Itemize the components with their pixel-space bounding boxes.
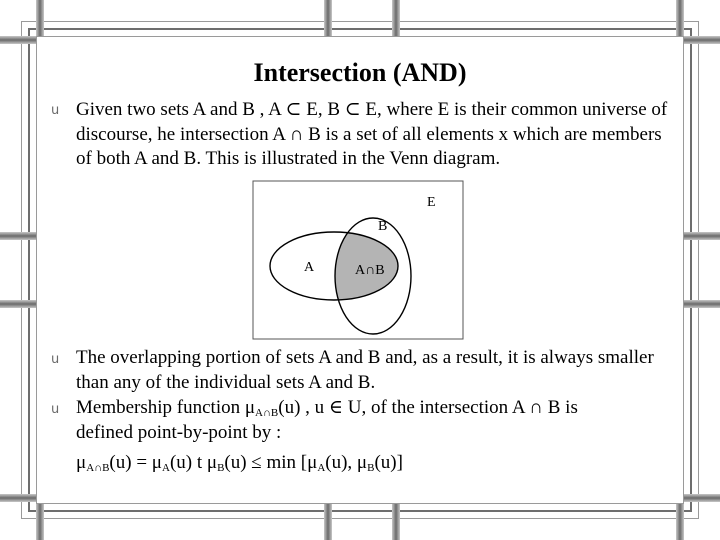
- paragraph-definition: Given two sets A and B , A ⊂ E, B ⊂ E, where E is their common universe of discourse, he intersection A ∩ B is a set of all elements x which are members of both A and B. This is illustrated in the Venn diagram.: [76, 99, 668, 169]
- membership-line-1: Membership function $\mu_{A\cap B}(u)$ , u ∈ U, of the intersection A ∩ B is: [76, 397, 578, 419]
- frame-tick: [0, 36, 36, 44]
- set-b-label: B: [378, 219, 388, 234]
- frame-tick: [36, 0, 44, 36]
- slide-title: Intersection (AND): [253, 58, 467, 87]
- venn-diagram: [252, 180, 464, 340]
- frame-tick: [392, 504, 400, 540]
- bullet-icon: u: [51, 103, 60, 118]
- membership-formula: $\mu_{A\cap B}(u) = \mu_A(u)$ t $\mu_B(u) \le \min [\mu_A(u)$, $\mu_B(u)$]: [76, 452, 403, 474]
- frame-tick: [392, 0, 400, 36]
- frame-tick: [36, 504, 44, 540]
- membership-line-2: defined point-by-point by :: [76, 421, 282, 443]
- frame-tick: [684, 494, 720, 502]
- paragraph-membership: [76, 396, 676, 445]
- frame-tick: [0, 300, 36, 308]
- universe-label: E: [427, 195, 436, 210]
- frame-tick: [684, 232, 720, 240]
- set-a-label: A: [304, 260, 315, 275]
- frame-tick: [684, 300, 720, 308]
- intersection-label: A∩B: [355, 263, 385, 278]
- bullet-icon: u: [51, 402, 60, 417]
- bullet-icon: u: [51, 352, 60, 367]
- frame-tick: [0, 232, 36, 240]
- frame-tick: [676, 504, 684, 540]
- frame-tick: [324, 0, 332, 36]
- paragraph-overlap: The overlapping portion of sets A and B and, as a result, it is always smaller than any of the individual sets A and B.: [76, 347, 654, 393]
- frame-tick: [676, 0, 684, 36]
- frame-tick: [324, 504, 332, 540]
- frame-tick: [684, 36, 720, 44]
- frame-tick: [0, 494, 36, 502]
